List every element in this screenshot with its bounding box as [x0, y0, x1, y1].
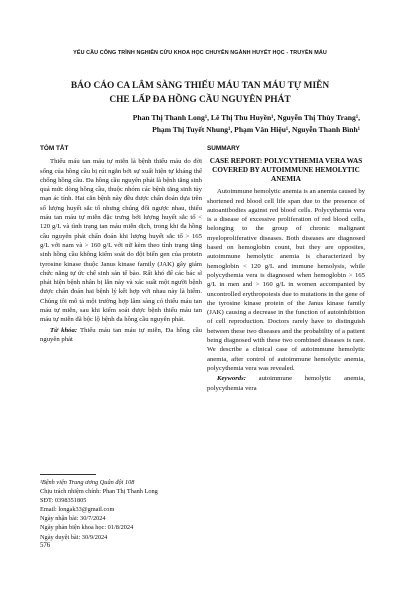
- article-title: [40, 79, 360, 107]
- footnote-reviewed: Ngày phản biện khoa học: 01/8/2024: [40, 524, 134, 532]
- title-line-1: BÁO CÁO CA LÂM SÀNG THIẾU MÁU TAN MÁU TỰ MIỄN: [70, 81, 330, 91]
- footnote-email: Email: longak33@gmail.com: [40, 506, 115, 514]
- en-abstract-text: Autoimmune hemolytic anemia is an anemia caused by shortened red blood cell life span due to the presence of autoantibodies against red blood cells. Polycythemia vera is a disease of excessive proliferation of red blood cells, belonging to the group of chronic malignant myeloproliferative diseases. Both diseases are diagnosed based on hemoglobin count, but they are opposites, autoimmune hemolytic anemia is characterized by hemoglobin < 120 g/L and immune hemolysis, while polycythemia vera is diagnosed when hemoglobin > 165 g/L in men and > 160 g/L in women accompanied by uncontrolled erythropoiesis due to mutations in the gene of the tyrosine kinase protein of the Janus kinase family (JAK) causing a decrease in the function of autoinhibition of cell reproduction. Doctors rarely have to distinguish between these two diseases and the probability of a patient being diagnosed with these two combined diseases is rare. We describe a clinical case of autoimmune hemolytic anemia, after control of autoimmune hemolytic anemia, polycythemia vera was revealed.: [207, 188, 366, 372]
- footnote-phone: SĐT: 0398351805: [40, 497, 87, 505]
- vn-keywords: [40, 326, 202, 345]
- title-line-2: CHE LẤP ĐA HỒNG CẦU NGUYÊN PHÁT: [109, 95, 291, 105]
- affiliation-text: ¹Bệnh viện Trung ương Quân đội 108: [40, 479, 135, 486]
- vn-keywords-text: Thiếu máu tan máu tự miễn, Đa hồng cầu nguyên phát: [40, 326, 203, 343]
- en-keywords: [207, 374, 365, 393]
- vn-abstract-text: Thiếu máu tan máu tự miễn là bệnh thiếu máu do đời sống của hồng cầu bị rút ngắn bởi sự xuất hiện tự kháng thể chống hồng cầu. Đa hồng cầu nguyên phát là bệnh tăng sinh quá mức dòng hồng cầu, thuộc nhóm các bệnh tăng sinh tủy mạn ác tính. Hai căn bệnh này đều được chẩn đoán dựa trên số lượng huyết sắc tố nhưng chúng đối ngược nhau, thiếu máu tan máu tự miễn đặc trưng bởi lượng huyết sắc tố < 120 g/L và tình trạng tan máu miễn dịch, trong khi đa hồng cầu nguyên phát chẩn đoán khi lượng huyết sắc tố > 165 g/L với nam và > 160 g/L với nữ kèm theo tình trạng tăng sinh hồng cầu không kiểm soát do đột biến gen của protein tyrosine kinase thuộc Janus kinase family (JAK) gây giám chức năng tự ức chế sinh sản tế bào. Rất khó để các bác sĩ phát hiện bệnh nhân bị lẫn này và xác suất một người bệnh được chẩn đoán hai bệnh lý kết hợp với nhau này là hiếm. Chúng tôi mô tả một trường hợp lâm sàng có thiếu máu tan máu tự miễn, sau khi kiểm soát được bệnh thiếu máu tan máu tự miễn đã bộc lộ bệnh đa hồng cầu nguyên phát.: [40, 158, 202, 324]
- en-keywords-text: autoimmune hemolytic anemia, polycythemia vera: [207, 375, 365, 392]
- en-article-title: CASE REPORT: POLYCYTHEMIA VERA WAS COVERED BY AUTOIMMUNE HEMOLYTIC ANEMIA: [209, 157, 363, 184]
- footnote-approved: Ngày duyệt bài: 30/9/2024: [40, 533, 108, 541]
- authors-line-2: Phạm Thị Tuyết Nhung¹, Phạm Văn Hiệu¹, Nguyễn Thanh Bình¹: [152, 125, 360, 134]
- footnote-responsible: Chịu trách nhiệm chính: Phan Thị Thanh Long: [40, 488, 158, 496]
- page-number: 576: [40, 542, 51, 549]
- footnote-divider: [40, 474, 96, 475]
- en-summary-heading: SUMMARY: [207, 145, 240, 152]
- en-keywords-label: Keywords:: [217, 375, 246, 383]
- footnote-affiliation: [40, 478, 240, 487]
- vn-summary-heading: TÓM TẮT: [40, 145, 69, 152]
- authors-line-1: Phan Thị Thanh Long¹, Lê Thị Thu Huyền¹, Nguyễn Thị Thùy Trang¹,: [132, 113, 360, 122]
- english-abstract-column: [207, 144, 365, 393]
- vietnamese-abstract-column: [40, 144, 202, 344]
- journal-header: YẾU CẦU CÔNG TRÌNH NGHIÊN CỨU KHOA HỌC CHUYÊN NGÀNH HUYẾT HỌC - TRUYỀN MÁU: [73, 50, 327, 56]
- footnotes: [40, 478, 240, 542]
- footnote-received: Ngày nhận bài: 30/7/2024: [40, 515, 106, 523]
- vn-keywords-label: Từ khóa:: [50, 326, 78, 334]
- author-list: [120, 112, 360, 136]
